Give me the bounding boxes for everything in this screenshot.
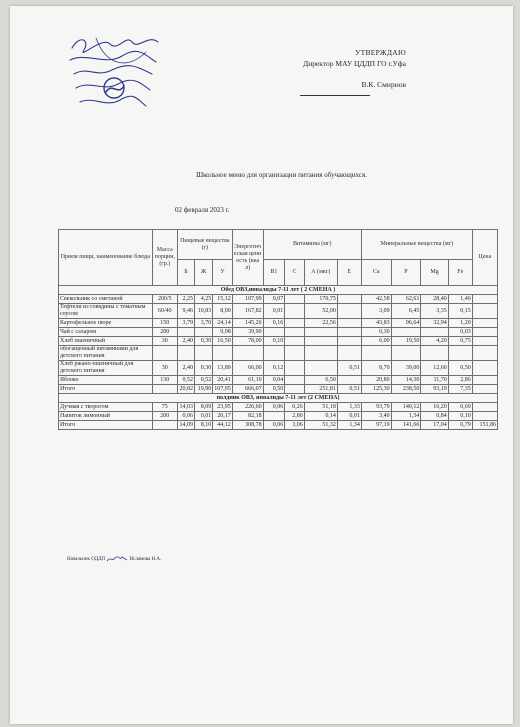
table-cell: 10,83 [195, 304, 213, 319]
table-cell [304, 328, 337, 337]
table-cell: 0,01 [195, 412, 213, 421]
table-cell: 2,86 [448, 376, 472, 385]
table-cell: 75 [152, 403, 177, 412]
header-mg: Mg [421, 260, 448, 286]
signature-line [300, 95, 370, 96]
table-cell [285, 328, 304, 337]
section-title: полдник ОВЗ, инвалиды 7-11 лет (2 СМЕНА) [59, 394, 498, 403]
dish-name-cell: Свекольник со сметаной [59, 295, 153, 304]
table-cell: 0,75 [448, 337, 472, 346]
dish-name-cell: Яблоко [59, 376, 153, 385]
dish-name-cell: Тефтели из говядины с томатным соусом [59, 304, 153, 319]
table-cell: 0,50 [448, 361, 472, 376]
table-cell: 145,26 [232, 319, 263, 328]
header-name: Прием пищи, наименование блюда [59, 230, 153, 286]
table-cell [361, 346, 391, 361]
table-cell [263, 328, 285, 337]
table-cell [304, 346, 337, 361]
table-cell: 0,30 [195, 361, 213, 376]
table-row [59, 376, 498, 385]
table-cell: 0,04 [263, 376, 285, 385]
approval-position: Директор МАУ ЦДДП ГО г.Уфа [303, 59, 406, 68]
table-cell: 7,35 [448, 385, 472, 394]
table-cell: 4,25 [195, 295, 213, 304]
table-cell: 13,80 [213, 361, 232, 376]
table-cell: 107,95 [214, 385, 231, 392]
table-cell: 6,00 [361, 337, 391, 346]
table-cell: 2,40 [177, 361, 194, 376]
table-cell [304, 337, 337, 346]
table-cell: 1,46 [448, 295, 472, 304]
table-cell: 200 [152, 328, 177, 337]
table-cell: 14,30 [391, 376, 421, 385]
table-cell: 61,10 [232, 376, 263, 385]
table-cell [472, 295, 497, 304]
table-cell: 1,34 [337, 421, 361, 430]
table-cell: 238,50 [391, 385, 421, 394]
table-cell: 60/40 [152, 304, 177, 319]
table-cell: 4,20 [421, 337, 448, 346]
table-cell [195, 328, 213, 337]
table-cell [263, 412, 285, 421]
table-cell: 0,10 [263, 337, 285, 346]
table-cell: 51,32 [304, 421, 337, 430]
table-cell: 3,40 [361, 412, 391, 421]
table-cell: 2,40 [177, 337, 194, 346]
document-sheet [10, 6, 513, 724]
table-cell [337, 337, 361, 346]
table-cell: 20,80 [361, 376, 391, 385]
table-cell [304, 361, 337, 376]
table-cell: 6,45 [391, 304, 421, 319]
table-cell: 150 [152, 319, 177, 328]
menu-title: Школьное меню для организации питания обучающихся. [196, 171, 367, 179]
table-cell: 0,07 [263, 295, 285, 304]
header-b: Б [177, 260, 194, 286]
approval-block [303, 47, 406, 90]
table-cell: 39,90 [232, 328, 263, 337]
table-cell [285, 376, 304, 385]
table-cell [285, 346, 304, 361]
footer-name: Исламова Н.А. [129, 557, 162, 563]
header-zh: Ж [195, 260, 213, 286]
table-cell: 43,83 [361, 319, 391, 328]
table-cell [337, 376, 361, 385]
table-cell: 1,33 [337, 403, 361, 412]
table-cell: 200/5 [152, 295, 177, 304]
table-cell: 0,52 [195, 376, 213, 385]
table-cell [472, 304, 497, 319]
header-fe: Fe [448, 260, 472, 286]
table-cell [152, 421, 177, 430]
table-cell: 62,61 [391, 295, 421, 304]
table-row [59, 361, 498, 376]
menu-table [58, 229, 498, 430]
table-cell: 0,01 [337, 412, 361, 421]
table-cell: 3,79 [177, 319, 194, 328]
table-cell: 226,60 [232, 403, 263, 412]
table-cell: 28,40 [421, 295, 448, 304]
table-cell: 125,30 [361, 385, 391, 394]
table-cell [337, 319, 361, 328]
table-cell: 19,50 [391, 337, 421, 346]
table-cell [285, 319, 304, 328]
table-cell [213, 346, 232, 361]
table-cell: 14,09 [177, 421, 194, 430]
dish-name-cell: Итого [59, 385, 153, 394]
dish-name-cell: Дучмая с творогом [59, 403, 153, 412]
table-cell: 30 [152, 361, 177, 376]
table-cell: 0,50 [263, 385, 285, 394]
header-nutrients: Пищевые вещества (г) [177, 230, 232, 260]
table-cell: 23,95 [213, 403, 232, 412]
table-cell: 0,30 [361, 328, 391, 337]
table-cell [177, 328, 194, 337]
table-cell: 20,82 [177, 385, 194, 394]
header-ca: Са [361, 260, 391, 286]
table-cell: 8,00 [213, 304, 232, 319]
table-cell: 16,20 [421, 403, 448, 412]
table-cell: 93,19 [421, 385, 448, 394]
table-cell: 0,79 [448, 421, 472, 430]
table-cell [472, 385, 497, 394]
table-cell [232, 346, 263, 361]
table-cell: 82,18 [232, 412, 263, 421]
table-cell [472, 376, 497, 385]
table-cell: 6,50 [304, 376, 337, 385]
dish-name-cell: Картофельное пюре [59, 319, 153, 328]
table-cell [472, 361, 497, 376]
table-row [59, 385, 498, 394]
table-cell [263, 346, 285, 361]
table-cell: 9,46 [177, 304, 194, 319]
table-cell [285, 304, 304, 319]
approval-signatory: В.К. Смирнов [361, 80, 406, 89]
table-cell [472, 403, 497, 412]
table-cell: 0,84 [421, 412, 448, 421]
table-row [59, 346, 498, 361]
table-cell: 200 [152, 412, 177, 421]
table-cell: 0,06 [263, 421, 285, 430]
table-row [59, 412, 498, 421]
table-cell [195, 346, 213, 361]
table-cell: 12,60 [421, 361, 448, 376]
table-cell: 0,06 [177, 412, 194, 421]
header-e: Е [337, 260, 361, 286]
table-cell: 0,26 [285, 403, 304, 412]
header-energy: Энергетическая ценность (ккал) [232, 230, 263, 286]
table-cell: 0,16 [263, 319, 285, 328]
dish-name-cell: Итого [59, 421, 153, 430]
header-c: С [285, 260, 304, 286]
table-cell: 2,80 [285, 412, 304, 421]
table-cell [472, 328, 497, 337]
header-mass: Масса порции, (гр.) [152, 230, 177, 286]
dish-name-cell: Хлеб ржано-пшеничный для детского питания [59, 361, 153, 376]
dish-name-cell: обогащенный витаминами для детского питания [59, 346, 153, 361]
table-cell: 0,51 [337, 361, 361, 376]
table-cell: 14,03 [177, 403, 194, 412]
table-cell: 0,06 [263, 403, 285, 412]
menu-date: 02 февраля 2023 г. [175, 206, 230, 214]
table-cell: 42,58 [361, 295, 391, 304]
table-row [59, 295, 498, 304]
table-cell: 97,19 [361, 421, 391, 430]
table-cell: 0,15 [448, 304, 472, 319]
table-cell [421, 328, 448, 337]
table-cell [391, 346, 421, 361]
table-cell [337, 328, 361, 337]
table-cell: 0,12 [263, 361, 285, 376]
header-vitamins: Витамины (мг) [263, 230, 361, 260]
table-cell: 141,66 [391, 421, 421, 430]
table-cell: 19,90 [195, 385, 213, 394]
header-u: У [213, 260, 232, 286]
table-cell: 170,75 [304, 295, 337, 304]
table-cell: 0,51 [337, 385, 361, 394]
table-cell: 3,06 [285, 421, 304, 430]
table-row [59, 304, 498, 319]
table-cell: 140,12 [391, 403, 421, 412]
table-cell [152, 385, 177, 394]
table-cell [285, 337, 304, 346]
table-cell: 24,14 [213, 319, 232, 328]
approval-title: УТВЕРЖДАЮ [354, 48, 406, 57]
table-cell: 44,12 [213, 421, 232, 430]
table-cell: 8,09 [195, 403, 213, 412]
table-cell: 51,18 [304, 403, 337, 412]
handwritten-signature [106, 555, 128, 563]
footer-signature [67, 555, 161, 563]
table-cell [448, 346, 472, 361]
table-cell: 0,01 [263, 304, 285, 319]
table-cell: 3,09 [361, 304, 391, 319]
table-cell [472, 346, 497, 361]
table-cell: 30 [152, 337, 177, 346]
table-cell: 0,03 [448, 328, 472, 337]
table-cell: 52,00 [304, 304, 337, 319]
table-cell: 96,64 [391, 319, 421, 328]
table-row [59, 328, 498, 337]
table-cell: 1,20 [448, 319, 472, 328]
table-cell [285, 361, 304, 376]
table-cell: 0,14 [304, 412, 337, 421]
table-cell: 20,17 [213, 412, 232, 421]
table-cell: 39,00 [391, 361, 421, 376]
header-b1: В1 [263, 260, 285, 286]
table-cell: 78,00 [232, 337, 263, 346]
table-cell: 11,70 [421, 376, 448, 385]
table-cell: 0,52 [177, 376, 194, 385]
table-cell [472, 412, 497, 421]
table-cell: 8,70 [361, 361, 391, 376]
footer-position: Начальник ОДДП [67, 557, 106, 563]
table-cell [472, 337, 497, 346]
table-cell: 32,94 [421, 319, 448, 328]
table-cell: 8,10 [195, 421, 213, 430]
section-title: Обед ОВЗ,инвалиды 7-11 лет ( 2 СМЕНА ) [59, 286, 498, 295]
table-cell: 22,56 [304, 319, 337, 328]
table-row [59, 319, 498, 328]
header-p: Р [391, 260, 421, 286]
header-a: А (мкг) [304, 260, 337, 286]
table-cell: 93,79 [361, 403, 391, 412]
header-price: Цена [472, 230, 497, 286]
table-cell: 2,25 [177, 295, 194, 304]
table-cell [337, 304, 361, 319]
table-cell: 16,50 [213, 337, 232, 346]
table-cell [152, 346, 177, 361]
table-cell: 130 [152, 376, 177, 385]
table-cell: 66,00 [232, 361, 263, 376]
table-cell: 15,12 [213, 295, 232, 304]
table-cell: 107,99 [232, 295, 263, 304]
table-cell [285, 385, 304, 394]
dish-name-cell: Чай с сахаром [59, 328, 153, 337]
table-row [59, 403, 498, 412]
table-cell [337, 295, 361, 304]
table-cell: 666,07 [232, 385, 263, 394]
dish-name-cell: Напиток лимонный [59, 412, 153, 421]
table-row [59, 421, 498, 430]
table-cell: 167,82 [232, 304, 263, 319]
header-minerals: Минеральные вещества (мг) [361, 230, 472, 260]
table-row [59, 337, 498, 346]
table-cell: 0,69 [448, 403, 472, 412]
table-cell: 0,10 [448, 412, 472, 421]
dish-name-cell: Хлеб пшеничный [59, 337, 153, 346]
table-cell: 3,35 [421, 304, 448, 319]
table-cell [285, 295, 304, 304]
table-cell [391, 328, 421, 337]
table-cell [472, 319, 497, 328]
table-cell [177, 346, 194, 361]
table-cell: 251,81 [304, 385, 337, 394]
table-cell: 1,54 [391, 412, 421, 421]
table-cell: 0,30 [195, 337, 213, 346]
approval-stamp [66, 26, 166, 121]
table-cell [337, 346, 361, 361]
table-cell: 17,04 [421, 421, 448, 430]
table-cell [421, 346, 448, 361]
table-cell: 151,86 [472, 421, 497, 430]
table-cell: 9,98 [213, 328, 232, 337]
table-cell: 308,78 [232, 421, 263, 430]
table-cell: 20,41 [213, 376, 232, 385]
table-cell: 3,70 [195, 319, 213, 328]
